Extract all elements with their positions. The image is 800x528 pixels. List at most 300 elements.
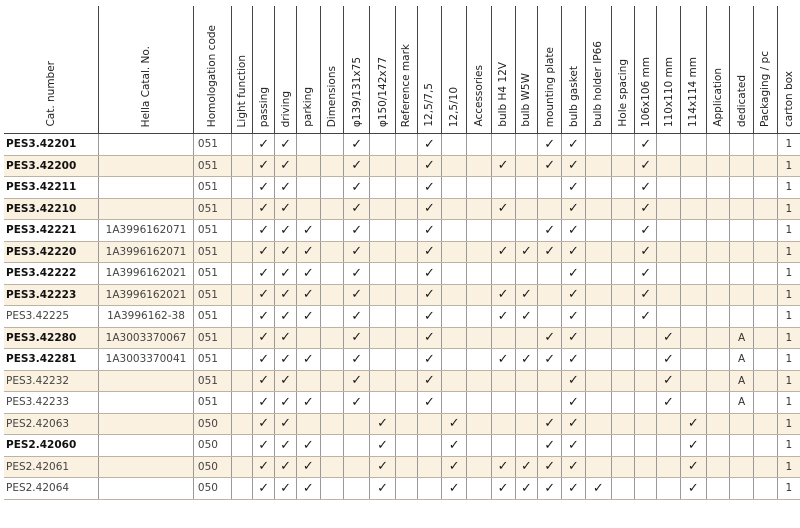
empty-cell bbox=[754, 306, 778, 328]
check-cell-h110 bbox=[657, 349, 681, 371]
check-cell-w5w bbox=[515, 370, 538, 392]
empty-cell bbox=[754, 349, 778, 371]
check-cell-r75 bbox=[417, 284, 442, 306]
check-cell-holder bbox=[585, 370, 611, 392]
carton-box-cell: 1 bbox=[777, 370, 800, 392]
empty-cell bbox=[231, 478, 253, 500]
empty-cell bbox=[320, 241, 344, 263]
check-icon: ✓ bbox=[568, 222, 579, 238]
check-icon: ✓ bbox=[280, 351, 291, 367]
check-icon: ✓ bbox=[258, 287, 270, 303]
check-cell-h114 bbox=[680, 155, 706, 177]
empty-cell bbox=[467, 177, 492, 199]
check-cell-d139 bbox=[344, 155, 370, 177]
check-cell-d150 bbox=[370, 327, 396, 349]
empty-cell bbox=[467, 134, 492, 156]
check-cell-plate bbox=[538, 456, 562, 478]
empty-cell bbox=[706, 435, 730, 457]
check-cell-plate bbox=[538, 155, 562, 177]
cat-number-cell: PES3.42281 bbox=[4, 349, 99, 371]
empty-cell bbox=[754, 177, 778, 199]
check-icon: ✓ bbox=[568, 459, 579, 475]
check-cell-gasket bbox=[562, 134, 586, 156]
check-cell-driving bbox=[275, 263, 297, 285]
check-cell-plate bbox=[538, 263, 562, 285]
check-cell-h106 bbox=[635, 284, 657, 306]
check-cell-h4 bbox=[491, 435, 515, 457]
empty-cell bbox=[611, 284, 635, 306]
check-cell-h114 bbox=[680, 177, 706, 199]
check-cell-r10 bbox=[442, 263, 467, 285]
check-icon: ✓ bbox=[302, 459, 314, 475]
check-cell-r10 bbox=[442, 392, 467, 414]
check-cell-h114 bbox=[680, 220, 706, 242]
check-icon: ✓ bbox=[448, 459, 460, 475]
dedicated-cell bbox=[730, 263, 754, 285]
check-icon: ✓ bbox=[280, 416, 291, 432]
empty-cell bbox=[611, 370, 635, 392]
check-cell-h110 bbox=[657, 198, 681, 220]
check-cell-plate bbox=[538, 134, 562, 156]
check-cell-w5w bbox=[515, 478, 538, 500]
check-cell-r75 bbox=[417, 306, 442, 328]
homologation-cell: 051 bbox=[193, 349, 231, 371]
check-cell-holder bbox=[585, 220, 611, 242]
check-icon: ✓ bbox=[377, 459, 388, 475]
check-cell-h106 bbox=[635, 220, 657, 242]
empty-cell bbox=[706, 306, 730, 328]
check-cell-gasket bbox=[562, 456, 586, 478]
dedicated-cell bbox=[730, 413, 754, 435]
check-cell-gasket bbox=[562, 241, 586, 263]
carton-box-cell: 1 bbox=[777, 155, 800, 177]
check-icon: ✓ bbox=[258, 308, 270, 324]
check-cell-h106 bbox=[635, 177, 657, 199]
empty-cell bbox=[231, 263, 253, 285]
check-cell-r10 bbox=[442, 327, 467, 349]
check-cell-r75 bbox=[417, 241, 442, 263]
check-cell-h106 bbox=[635, 370, 657, 392]
check-cell-h106 bbox=[635, 134, 657, 156]
check-cell-parking bbox=[296, 392, 320, 414]
empty-cell bbox=[754, 392, 778, 414]
col-header: dedicated bbox=[730, 6, 754, 134]
empty-cell bbox=[706, 478, 730, 500]
table-row bbox=[4, 478, 800, 500]
homologation-cell: 051 bbox=[193, 392, 231, 414]
cat-number-cell: PES3.42222 bbox=[4, 263, 99, 285]
check-icon: ✓ bbox=[280, 136, 291, 152]
cat-number-cell: PES3.42200 bbox=[4, 155, 99, 177]
check-icon: ✓ bbox=[351, 179, 363, 195]
homologation-cell: 051 bbox=[193, 155, 231, 177]
check-cell-gasket bbox=[562, 155, 586, 177]
hella-number-cell: 1A3996162071 bbox=[99, 220, 194, 242]
empty-cell bbox=[706, 241, 730, 263]
check-cell-driving bbox=[275, 155, 297, 177]
check-icon: ✓ bbox=[568, 179, 579, 195]
empty-cell bbox=[395, 435, 417, 457]
check-cell-r10 bbox=[442, 413, 467, 435]
check-cell-passing bbox=[253, 349, 275, 371]
empty-cell bbox=[611, 241, 635, 263]
check-cell-holder bbox=[585, 435, 611, 457]
check-icon: ✓ bbox=[423, 308, 435, 324]
check-cell-h4 bbox=[491, 263, 515, 285]
check-cell-d139 bbox=[344, 478, 370, 500]
table-row bbox=[4, 456, 800, 478]
hella-number-cell bbox=[99, 392, 194, 414]
check-icon: ✓ bbox=[423, 351, 435, 367]
empty-cell bbox=[611, 327, 635, 349]
empty-cell bbox=[754, 413, 778, 435]
check-icon: ✓ bbox=[497, 244, 509, 260]
check-icon: ✓ bbox=[423, 158, 435, 174]
check-icon: ✓ bbox=[423, 136, 435, 152]
cat-number-cell: PES3.42211 bbox=[4, 177, 99, 199]
col-header: Hole spacing bbox=[611, 6, 635, 134]
check-cell-plate bbox=[538, 241, 562, 263]
empty-cell bbox=[706, 134, 730, 156]
check-cell-r75 bbox=[417, 435, 442, 457]
check-cell-parking bbox=[296, 220, 320, 242]
check-cell-h106 bbox=[635, 413, 657, 435]
check-cell-d150 bbox=[370, 155, 396, 177]
check-cell-driving bbox=[275, 220, 297, 242]
homologation-cell: 051 bbox=[193, 263, 231, 285]
check-icon: ✓ bbox=[520, 351, 532, 367]
check-icon: ✓ bbox=[302, 394, 314, 410]
check-icon: ✓ bbox=[302, 244, 314, 260]
check-cell-h114 bbox=[680, 370, 706, 392]
check-icon: ✓ bbox=[302, 480, 314, 496]
empty-cell bbox=[754, 284, 778, 306]
check-icon: ✓ bbox=[280, 394, 291, 410]
empty-cell bbox=[706, 349, 730, 371]
empty-cell bbox=[706, 392, 730, 414]
col-header: 106x106 mm bbox=[635, 6, 657, 134]
check-cell-passing bbox=[253, 435, 275, 457]
empty-cell bbox=[320, 284, 344, 306]
check-cell-h110 bbox=[657, 456, 681, 478]
check-cell-holder bbox=[585, 284, 611, 306]
check-icon: ✓ bbox=[568, 244, 579, 260]
check-icon: ✓ bbox=[258, 394, 270, 410]
check-cell-r75 bbox=[417, 263, 442, 285]
check-cell-d139 bbox=[344, 220, 370, 242]
check-cell-driving bbox=[275, 370, 297, 392]
col-header: carton box bbox=[777, 6, 800, 134]
table-row bbox=[4, 392, 800, 414]
check-cell-r75 bbox=[417, 456, 442, 478]
check-cell-h110 bbox=[657, 478, 681, 500]
check-icon: ✓ bbox=[568, 265, 579, 281]
check-cell-r75 bbox=[417, 392, 442, 414]
check-icon: ✓ bbox=[351, 330, 363, 346]
empty-cell bbox=[395, 349, 417, 371]
dedicated-cell bbox=[730, 241, 754, 263]
empty-cell bbox=[320, 435, 344, 457]
empty-cell bbox=[611, 456, 635, 478]
empty-cell bbox=[320, 349, 344, 371]
check-icon: ✓ bbox=[258, 179, 270, 195]
homologation-cell: 051 bbox=[193, 177, 231, 199]
check-cell-h106 bbox=[635, 349, 657, 371]
hella-number-cell: 1A3003370041 bbox=[99, 349, 194, 371]
col-header: Hella Catal. No. bbox=[99, 6, 194, 134]
check-cell-passing bbox=[253, 220, 275, 242]
empty-cell bbox=[706, 155, 730, 177]
check-cell-r10 bbox=[442, 306, 467, 328]
check-icon: ✓ bbox=[520, 308, 532, 324]
check-cell-gasket bbox=[562, 198, 586, 220]
homologation-cell: 051 bbox=[193, 327, 231, 349]
check-icon: ✓ bbox=[302, 308, 314, 324]
check-cell-w5w bbox=[515, 134, 538, 156]
check-cell-d150 bbox=[370, 241, 396, 263]
carton-box-cell: 1 bbox=[777, 263, 800, 285]
empty-cell bbox=[467, 306, 492, 328]
check-cell-holder bbox=[585, 306, 611, 328]
check-cell-gasket bbox=[562, 327, 586, 349]
check-cell-d139 bbox=[344, 349, 370, 371]
col-header: driving bbox=[275, 6, 297, 134]
col-header: φ139/131x75 bbox=[344, 6, 370, 134]
check-icon: ✓ bbox=[663, 351, 674, 367]
check-icon: ✓ bbox=[568, 437, 579, 453]
check-cell-holder bbox=[585, 263, 611, 285]
dedicated-cell bbox=[730, 220, 754, 242]
check-cell-holder bbox=[585, 327, 611, 349]
check-cell-driving bbox=[275, 241, 297, 263]
empty-cell bbox=[706, 263, 730, 285]
check-cell-plate bbox=[538, 306, 562, 328]
col-header: Dimensions bbox=[320, 6, 344, 134]
dedicated-cell: A bbox=[730, 392, 754, 414]
check-icon: ✓ bbox=[351, 201, 363, 217]
check-cell-passing bbox=[253, 413, 275, 435]
check-cell-holder bbox=[585, 478, 611, 500]
check-cell-parking bbox=[296, 155, 320, 177]
check-cell-holder bbox=[585, 134, 611, 156]
empty-cell bbox=[754, 134, 778, 156]
check-cell-holder bbox=[585, 241, 611, 263]
check-icon: ✓ bbox=[280, 179, 291, 195]
check-icon: ✓ bbox=[568, 287, 579, 303]
table-body bbox=[4, 134, 800, 500]
empty-cell bbox=[320, 413, 344, 435]
empty-cell bbox=[754, 241, 778, 263]
empty-cell bbox=[395, 155, 417, 177]
check-cell-h114 bbox=[680, 134, 706, 156]
empty-cell bbox=[231, 306, 253, 328]
col-header: bulb H4 12V bbox=[491, 6, 515, 134]
empty-cell bbox=[706, 456, 730, 478]
check-cell-h4 bbox=[491, 392, 515, 414]
check-cell-r10 bbox=[442, 241, 467, 263]
check-cell-h4 bbox=[491, 134, 515, 156]
col-header: parking bbox=[296, 6, 320, 134]
empty-cell bbox=[706, 327, 730, 349]
cat-number-cell: PES3.42232 bbox=[4, 370, 99, 392]
check-cell-parking bbox=[296, 327, 320, 349]
check-cell-holder bbox=[585, 413, 611, 435]
check-cell-d150 bbox=[370, 413, 396, 435]
check-cell-h106 bbox=[635, 241, 657, 263]
check-cell-gasket bbox=[562, 177, 586, 199]
check-icon: ✓ bbox=[258, 416, 270, 432]
check-cell-driving bbox=[275, 198, 297, 220]
check-cell-driving bbox=[275, 306, 297, 328]
empty-cell bbox=[395, 370, 417, 392]
check-cell-d139 bbox=[344, 134, 370, 156]
check-icon: ✓ bbox=[258, 158, 270, 174]
check-cell-plate bbox=[538, 370, 562, 392]
check-icon: ✓ bbox=[351, 244, 363, 260]
check-cell-gasket bbox=[562, 478, 586, 500]
check-cell-h114 bbox=[680, 413, 706, 435]
col-header: 110x110 mm bbox=[657, 6, 681, 134]
col-header: Homologation code bbox=[193, 6, 231, 134]
empty-cell bbox=[611, 478, 635, 500]
check-cell-driving bbox=[275, 177, 297, 199]
check-icon: ✓ bbox=[448, 480, 460, 496]
dedicated-cell bbox=[730, 306, 754, 328]
check-cell-driving bbox=[275, 456, 297, 478]
homologation-cell: 050 bbox=[193, 456, 231, 478]
empty-cell bbox=[231, 349, 253, 371]
check-icon: ✓ bbox=[280, 244, 291, 260]
check-cell-plate bbox=[538, 478, 562, 500]
check-cell-driving bbox=[275, 392, 297, 414]
check-cell-h4 bbox=[491, 155, 515, 177]
header-row bbox=[4, 6, 800, 134]
check-cell-h106 bbox=[635, 435, 657, 457]
empty-cell bbox=[754, 198, 778, 220]
check-icon: ✓ bbox=[544, 136, 556, 152]
check-cell-d150 bbox=[370, 370, 396, 392]
check-cell-plate bbox=[538, 327, 562, 349]
check-cell-h4 bbox=[491, 220, 515, 242]
empty-cell bbox=[395, 413, 417, 435]
check-cell-h4 bbox=[491, 478, 515, 500]
check-cell-w5w bbox=[515, 349, 538, 371]
check-cell-d139 bbox=[344, 198, 370, 220]
col-header: Cat. number bbox=[4, 6, 99, 134]
empty-cell bbox=[611, 155, 635, 177]
empty-cell bbox=[231, 435, 253, 457]
check-icon: ✓ bbox=[497, 287, 509, 303]
cat-number-cell: PES3.42220 bbox=[4, 241, 99, 263]
check-icon: ✓ bbox=[544, 459, 556, 475]
dedicated-cell bbox=[730, 198, 754, 220]
check-cell-r75 bbox=[417, 198, 442, 220]
check-icon: ✓ bbox=[423, 373, 435, 389]
check-cell-d150 bbox=[370, 198, 396, 220]
check-icon: ✓ bbox=[280, 222, 291, 238]
check-cell-plate bbox=[538, 413, 562, 435]
check-cell-r10 bbox=[442, 284, 467, 306]
check-icon: ✓ bbox=[423, 330, 435, 346]
check-icon: ✓ bbox=[351, 308, 363, 324]
check-cell-h110 bbox=[657, 263, 681, 285]
check-cell-holder bbox=[585, 456, 611, 478]
check-cell-w5w bbox=[515, 327, 538, 349]
check-cell-r10 bbox=[442, 134, 467, 156]
check-cell-r10 bbox=[442, 349, 467, 371]
check-cell-h114 bbox=[680, 456, 706, 478]
check-icon: ✓ bbox=[258, 437, 270, 453]
check-icon: ✓ bbox=[280, 437, 291, 453]
col-header: 12,5/7,5 bbox=[417, 6, 442, 134]
dedicated-cell bbox=[730, 177, 754, 199]
empty-cell bbox=[231, 456, 253, 478]
check-cell-h4 bbox=[491, 284, 515, 306]
check-cell-r10 bbox=[442, 198, 467, 220]
carton-box-cell: 1 bbox=[777, 392, 800, 414]
check-cell-r75 bbox=[417, 370, 442, 392]
check-cell-r75 bbox=[417, 413, 442, 435]
hella-number-cell bbox=[99, 198, 194, 220]
check-icon: ✓ bbox=[258, 265, 270, 281]
empty-cell bbox=[320, 263, 344, 285]
check-icon: ✓ bbox=[423, 179, 435, 195]
check-icon: ✓ bbox=[568, 158, 579, 174]
check-icon: ✓ bbox=[258, 351, 270, 367]
check-icon: ✓ bbox=[544, 437, 556, 453]
col-header: bulb holder IP66 bbox=[585, 6, 611, 134]
check-cell-h110 bbox=[657, 155, 681, 177]
check-cell-r75 bbox=[417, 177, 442, 199]
check-icon: ✓ bbox=[568, 416, 579, 432]
check-icon: ✓ bbox=[280, 480, 291, 496]
dedicated-cell bbox=[730, 435, 754, 457]
empty-cell bbox=[320, 306, 344, 328]
empty-cell bbox=[467, 456, 492, 478]
empty-cell bbox=[395, 284, 417, 306]
check-icon: ✓ bbox=[448, 416, 460, 432]
empty-cell bbox=[231, 198, 253, 220]
empty-cell bbox=[611, 134, 635, 156]
check-cell-parking bbox=[296, 456, 320, 478]
check-icon: ✓ bbox=[640, 265, 652, 281]
check-cell-h4 bbox=[491, 349, 515, 371]
check-cell-r75 bbox=[417, 349, 442, 371]
empty-cell bbox=[706, 284, 730, 306]
empty-cell bbox=[467, 435, 492, 457]
empty-cell bbox=[467, 263, 492, 285]
check-cell-r10 bbox=[442, 155, 467, 177]
empty-cell bbox=[231, 392, 253, 414]
empty-cell bbox=[395, 392, 417, 414]
check-cell-gasket bbox=[562, 306, 586, 328]
empty-cell bbox=[611, 392, 635, 414]
check-cell-w5w bbox=[515, 220, 538, 242]
check-cell-h4 bbox=[491, 198, 515, 220]
empty-cell bbox=[611, 198, 635, 220]
check-cell-plate bbox=[538, 177, 562, 199]
empty-cell bbox=[467, 478, 492, 500]
homologation-cell: 050 bbox=[193, 478, 231, 500]
check-cell-w5w bbox=[515, 155, 538, 177]
empty-cell bbox=[320, 155, 344, 177]
check-cell-d139 bbox=[344, 435, 370, 457]
carton-box-cell: 1 bbox=[777, 435, 800, 457]
check-cell-w5w bbox=[515, 306, 538, 328]
check-cell-h106 bbox=[635, 456, 657, 478]
empty-cell bbox=[320, 220, 344, 242]
check-icon: ✓ bbox=[687, 480, 699, 496]
